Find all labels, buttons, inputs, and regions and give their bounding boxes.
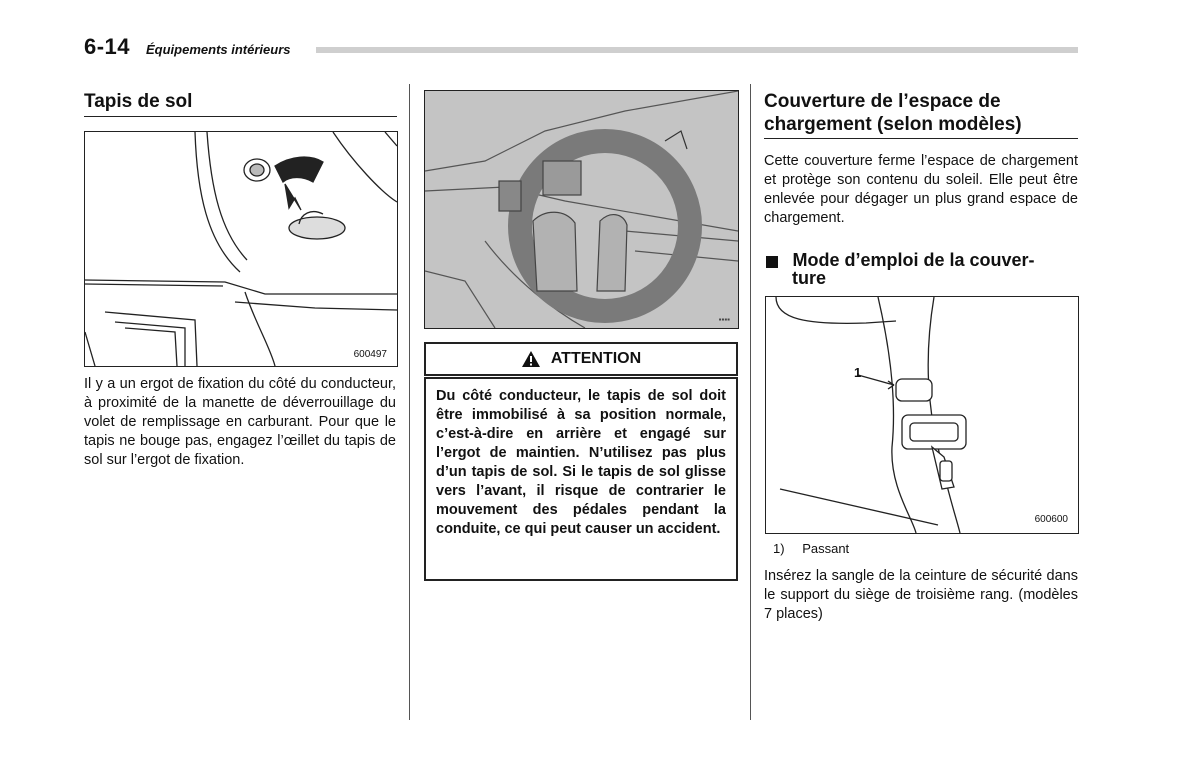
heading-rule bbox=[764, 138, 1078, 139]
cover-heading-line1: Couverture de l’espace de bbox=[764, 91, 1001, 112]
figure-code: 600497 bbox=[353, 349, 387, 360]
heading-rule bbox=[84, 116, 397, 117]
floor-mat-illustration bbox=[85, 132, 397, 366]
attention-body: Du côté conducteur, le tapis de sol doit être immobilisé à sa position normale, c’est-à-dire en arrière et engagé sur l’ergot de maintien. N’utilisez pas plus d’un tapis de sol. Si le tapis de sol glisse vers l’avant, il risque de contrarier le mouvement des pédales pendant la conduite, ce qui peut causer un accident. bbox=[424, 377, 738, 581]
subsection-title-line1: Mode d’emploi de la couver- bbox=[792, 250, 1035, 270]
floor-mat-heading: Tapis de sol bbox=[84, 91, 193, 112]
pedal-area-illustration bbox=[425, 91, 738, 328]
caption-text: Passant bbox=[802, 541, 850, 556]
caption-number: 1) bbox=[773, 541, 785, 556]
section-title: Équipements intérieurs bbox=[146, 42, 291, 57]
floor-mat-figure bbox=[84, 131, 398, 367]
cover-instructions: Insérez la sangle de la ceinture de sécurité dans le support du siège de troisième rang. (modèles 7 places) bbox=[764, 568, 1078, 622]
figure-code: 600600 bbox=[1034, 514, 1068, 525]
floor-mat-body: Il y a un ergot de fixation du côté du conducteur, à proximité de la manette de déverrouillage du volet de remplissage en carburant. Pour que le tapis ne bouge pas, engagez l’œillet du tapis de sol sur l’ergot de fixation. bbox=[84, 376, 396, 468]
cover-intro: Cette couverture ferme l’espace de chargement et protège son contenu du soleil. Elle peut être enlevée pour dégager un plus grand espace de chargement. bbox=[764, 153, 1078, 226]
page-number: 6-14 bbox=[84, 34, 131, 59]
attention-title: ATTENTION bbox=[550, 350, 642, 367]
header-bar bbox=[316, 47, 1078, 53]
photo-code: ▪▪▪▪ bbox=[718, 315, 730, 324]
attention-header bbox=[424, 342, 738, 376]
bullet-square-icon bbox=[766, 256, 778, 268]
subsection-title-line2: ture bbox=[792, 268, 827, 288]
pedal-area-photo bbox=[424, 90, 739, 329]
column-divider-right bbox=[750, 84, 751, 720]
column-divider-left bbox=[409, 84, 410, 720]
figure-caption bbox=[773, 541, 849, 556]
belt-illustration bbox=[766, 297, 1078, 533]
warning-icon bbox=[521, 350, 541, 368]
cover-heading-line2: chargement (selon modèles) bbox=[764, 114, 1022, 135]
figure-callout-1: 1 bbox=[854, 365, 862, 380]
belt-figure bbox=[765, 296, 1079, 534]
